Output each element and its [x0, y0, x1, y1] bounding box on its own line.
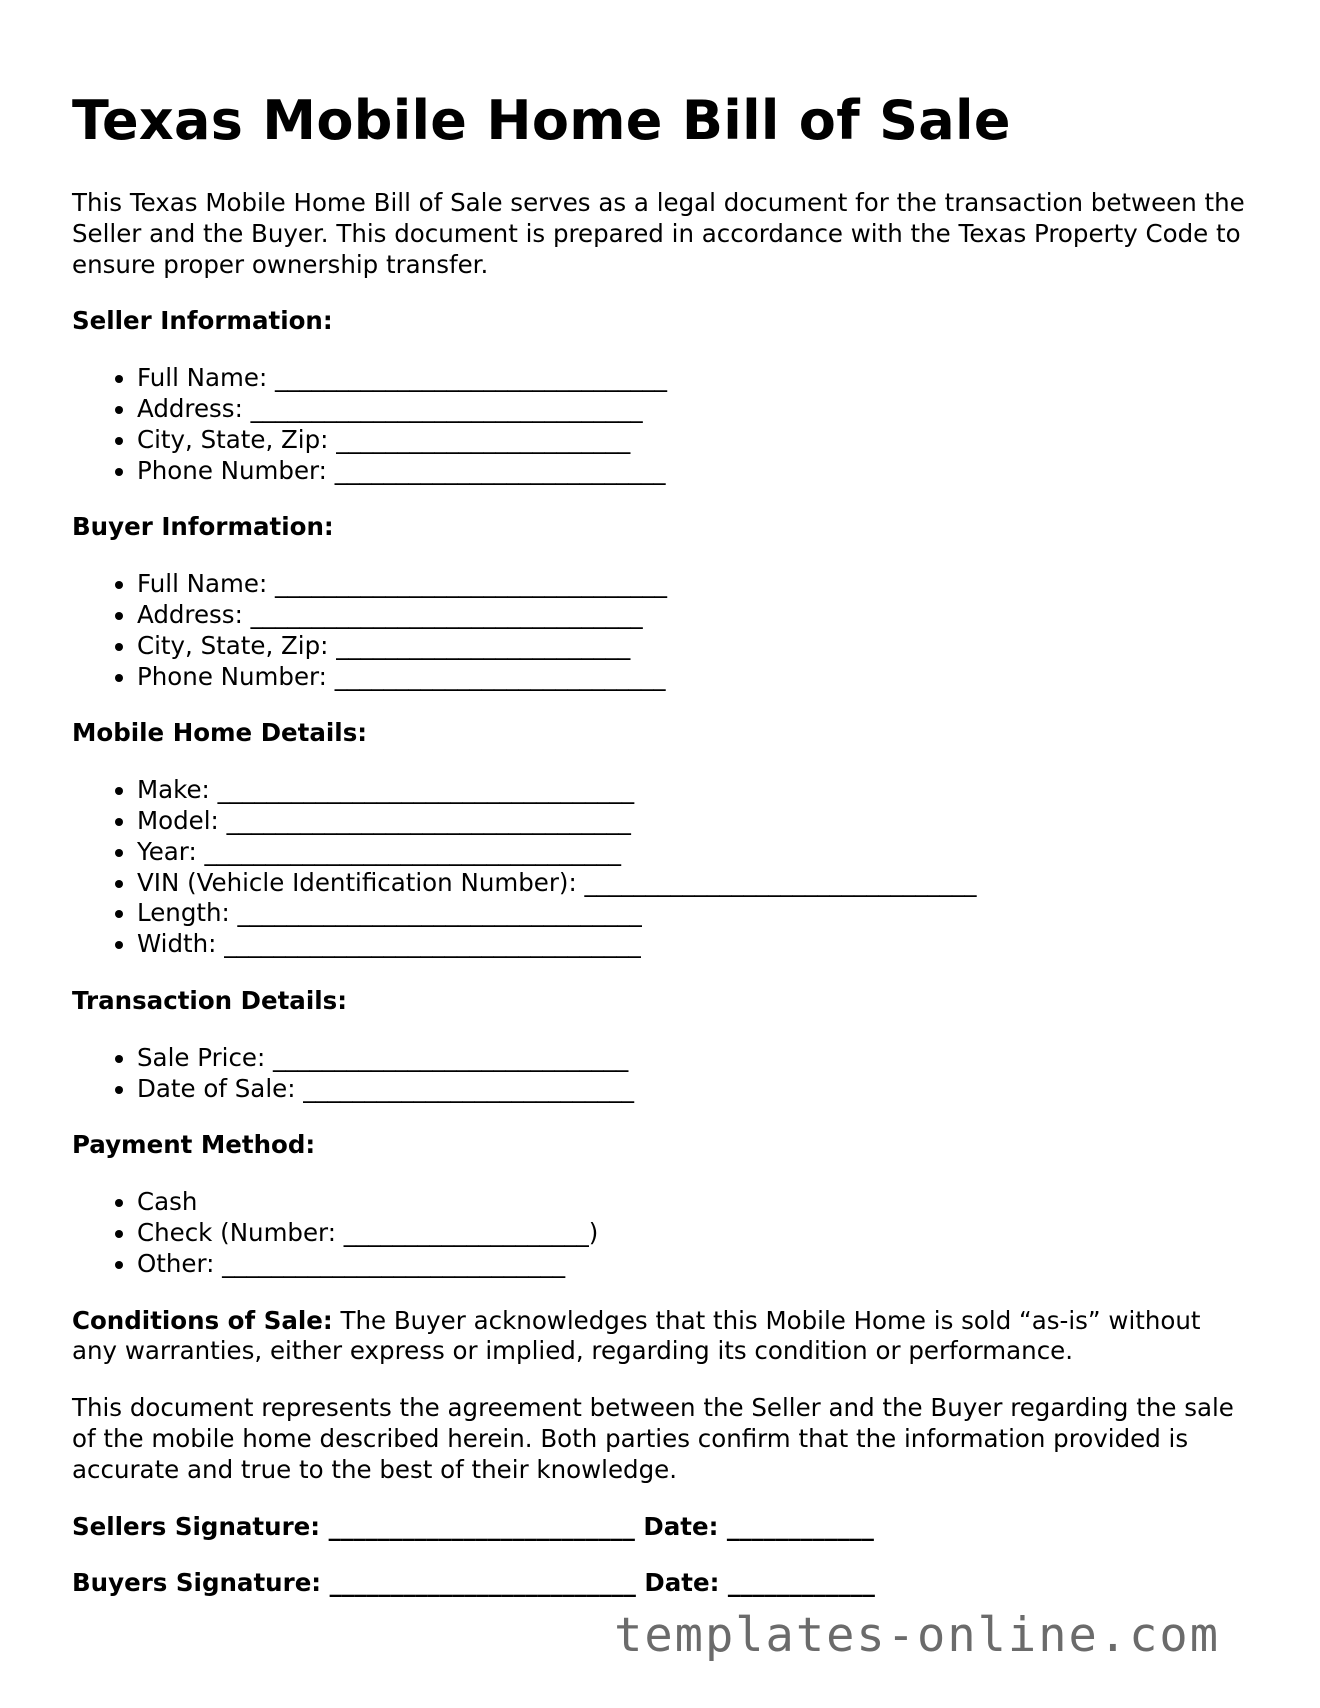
conditions-label: Conditions of Sale: — [72, 1305, 333, 1335]
watermark: templates-online.com — [614, 1608, 1220, 1663]
sale-price-field[interactable]: • Sale Price: _____________________________ — [137, 1043, 1252, 1074]
year-field[interactable]: • Year: __________________________________ — [137, 837, 1252, 868]
seller-phone-field[interactable]: • Phone Number: ___________________________ — [137, 456, 1252, 487]
document-title: Texas Mobile Home Bill of Sale — [72, 89, 1011, 152]
seller-signature-line[interactable]: Sellers Signature: _________________________ Date: ____________ — [72, 1511, 874, 1541]
seller-list — [72, 363, 1252, 486]
buyer-signature-line[interactable]: Buyers Signature: _________________________ Date: ____________ — [72, 1568, 875, 1598]
seller-address-field[interactable]: • Address: ________________________________ — [137, 394, 1252, 425]
vin-field[interactable]: • VIN (Vehicle Identification Number): ________________________________ — [137, 868, 1252, 899]
payment-heading: Payment Method: — [72, 1130, 316, 1160]
seller-city-state-zip-field[interactable]: • City, State, Zip: ________________________ — [137, 425, 1252, 456]
payment-check-option[interactable]: • Check (Number: ____________________) — [137, 1218, 1252, 1249]
model-field[interactable]: • Model: _________________________________ — [137, 806, 1252, 837]
conditions-text: The Buyer acknowledges that this Mobile Home is sold “as-is” without any warranties, either express or implied, regarding its condition or performance. — [72, 1305, 1201, 1366]
buyer-heading: Buyer Information: — [72, 512, 334, 542]
intro-paragraph: This Texas Mobile Home Bill of Sale serves as a legal document for the transaction between the Seller and the Buyer. This document is prepared in accordance with the Texas Property Code to ensure proper ownership transfer. — [72, 188, 1245, 279]
payment-other-option[interactable]: • Other: ____________________________ — [137, 1249, 1252, 1280]
seller-heading: Seller Information: — [72, 306, 333, 336]
payment-cash-option[interactable]: • Cash — [137, 1187, 1252, 1218]
make-field[interactable]: • Make: __________________________________ — [137, 775, 1252, 806]
buyer-city-state-zip-field[interactable]: • City, State, Zip: ________________________ — [137, 631, 1252, 662]
buyer-address-field[interactable]: • Address: ________________________________ — [137, 600, 1252, 631]
agreement-paragraph: This document represents the agreement between the Seller and the Buyer regarding the sale of the mobile home described herein. Both parties confirm that the information provided is accurate and true to the best of their knowledge. — [72, 1393, 1234, 1484]
buyer-full-name-field[interactable]: • Full Name: ________________________________ — [137, 569, 1252, 600]
payment-list — [72, 1187, 1252, 1279]
buyer-list — [72, 569, 1252, 692]
transaction-heading: Transaction Details: — [72, 985, 348, 1015]
width-field[interactable]: • Width: __________________________________ — [137, 929, 1252, 960]
date-of-sale-field[interactable]: • Date of Sale: ___________________________ — [137, 1074, 1252, 1105]
buyer-phone-field[interactable]: • Phone Number: ___________________________ — [137, 662, 1252, 693]
conditions-paragraph — [72, 1306, 1252, 1368]
seller-full-name-field[interactable]: • Full Name: ________________________________ — [137, 363, 1252, 394]
document-page — [72, 88, 1252, 1625]
mobile-home-list — [72, 775, 1252, 960]
length-field[interactable]: • Length: _________________________________ — [137, 898, 1252, 929]
mobile-home-heading: Mobile Home Details: — [72, 718, 368, 748]
transaction-list — [72, 1043, 1252, 1105]
